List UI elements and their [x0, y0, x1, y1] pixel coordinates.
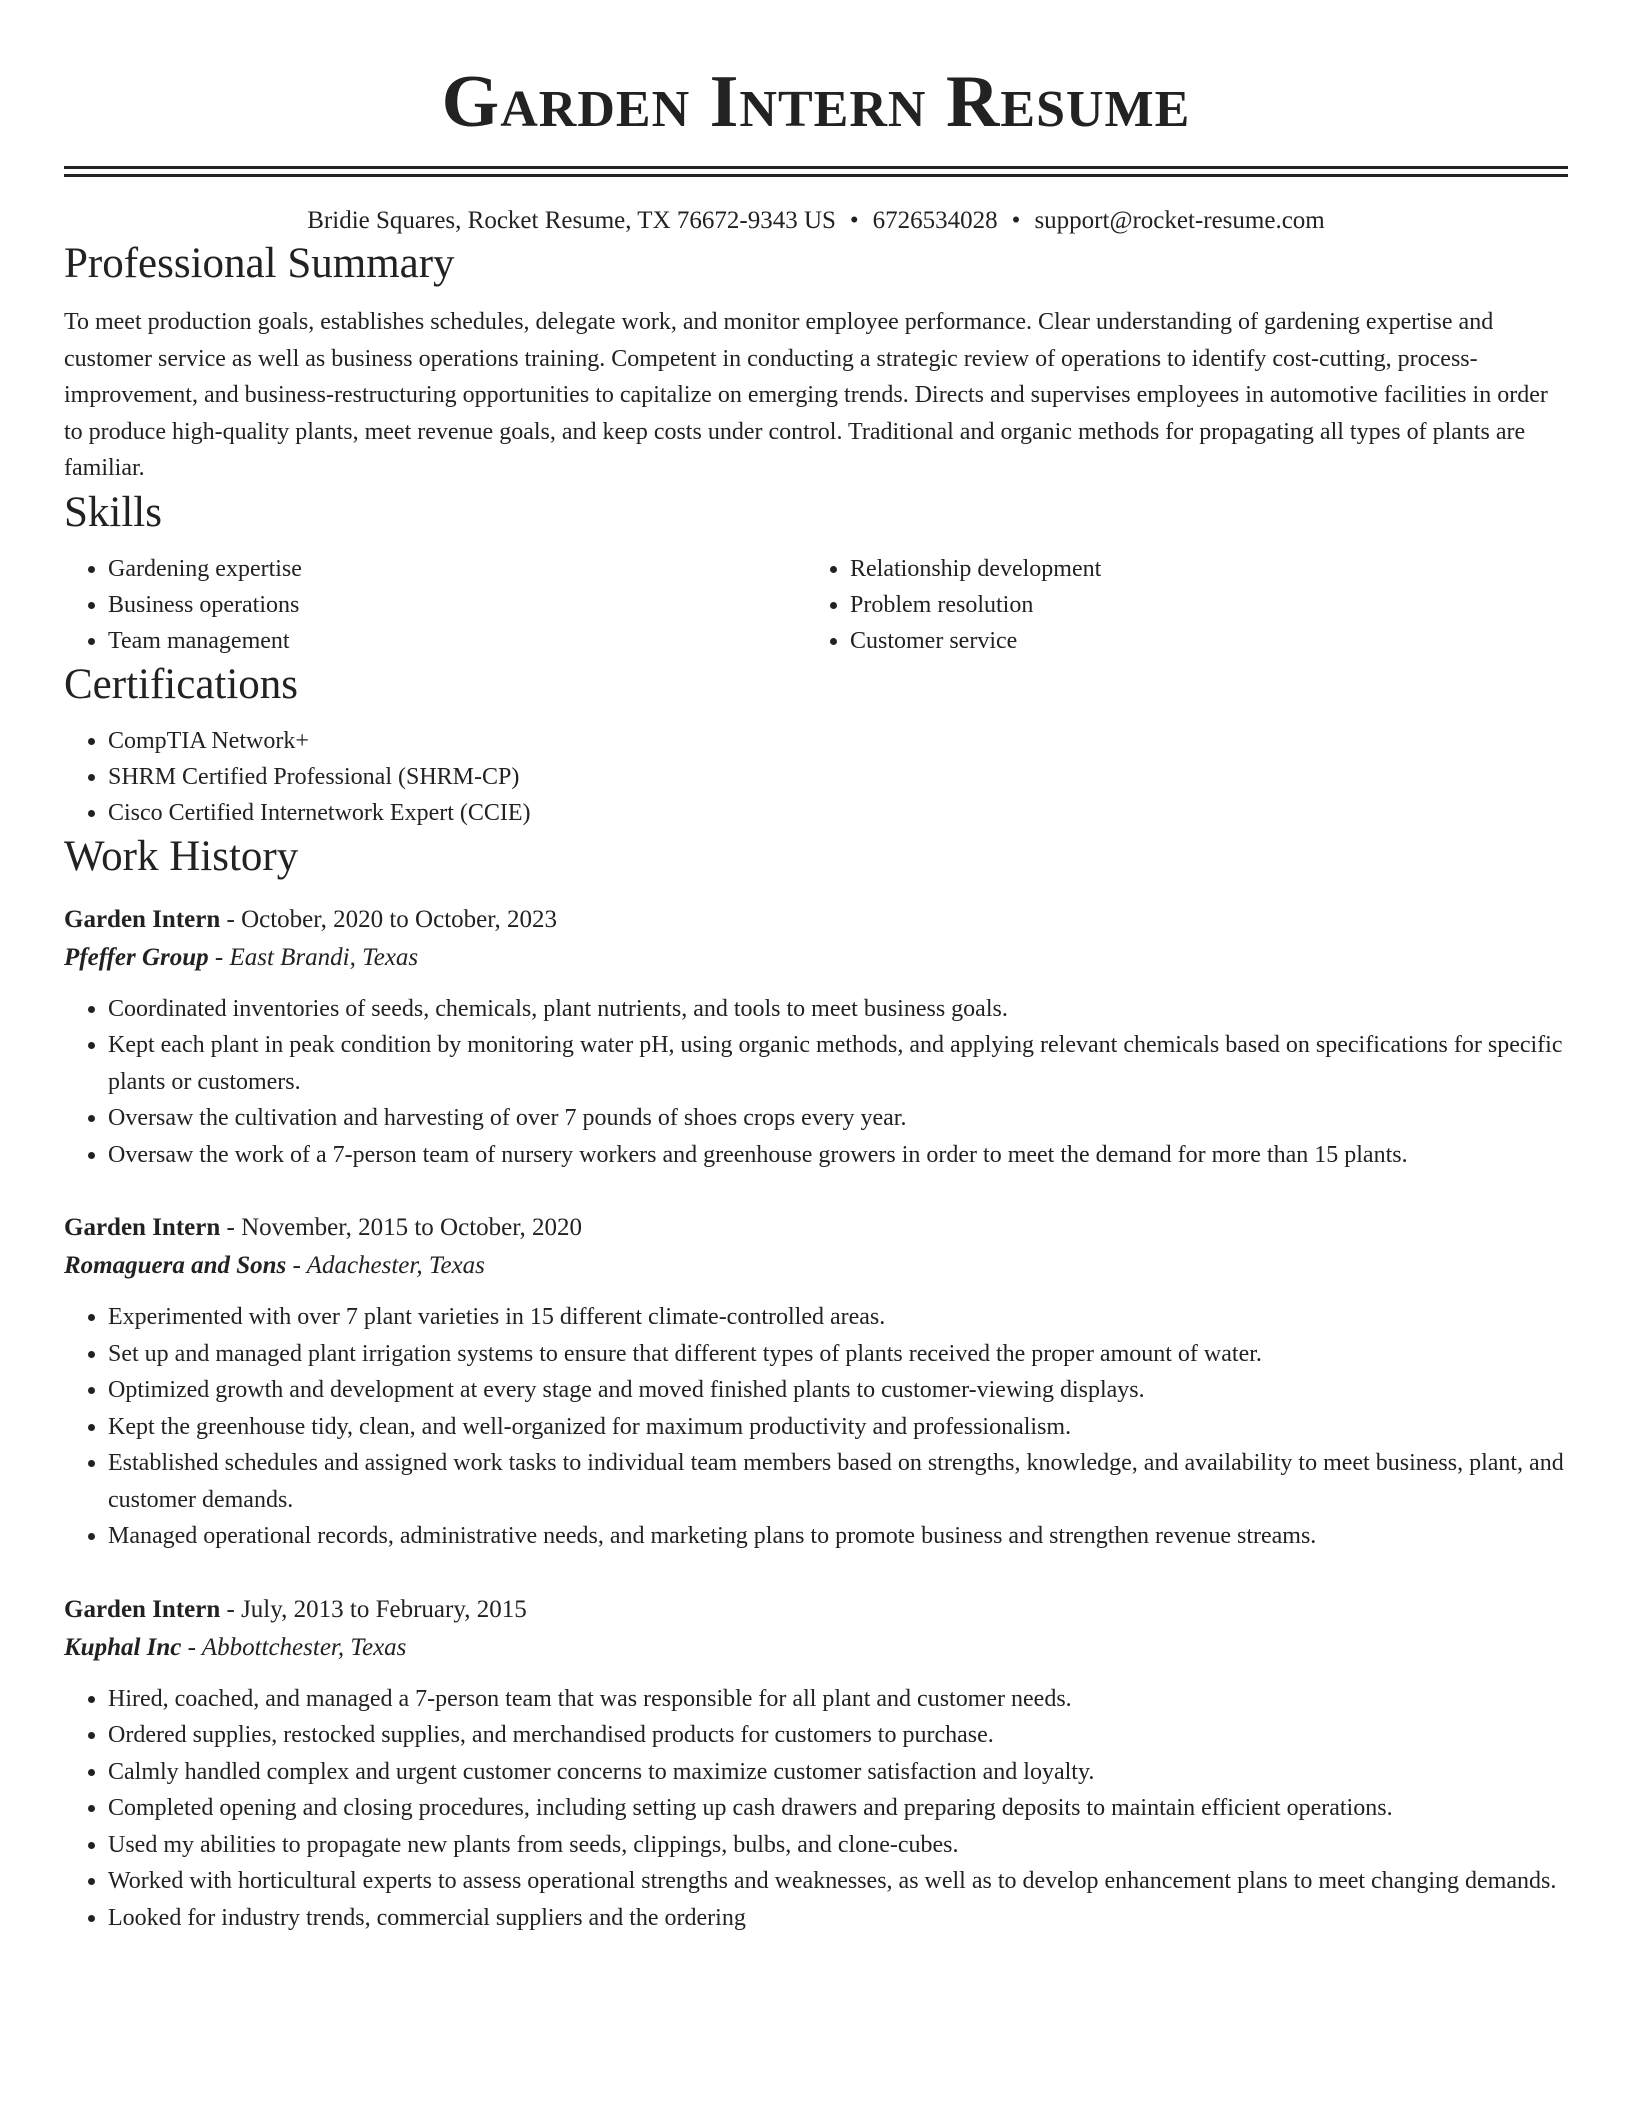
job-company-line	[64, 1247, 1568, 1285]
job-duty: • Worked with horticultural experts to assess operational strengths and weaknesses, as well as to develop enhancement plans to meet changing demands.	[108, 1863, 1568, 1900]
job-duties-list	[64, 991, 1568, 1174]
job-entry	[64, 1591, 1568, 1937]
job-duty: • Experimented with over 7 plant varieties in 15 different climate-controlled areas.	[108, 1299, 1568, 1336]
contact-separator: •	[849, 207, 859, 234]
job-duty: • Used my abilities to propagate new plants from seeds, clippings, bulbs, and clone-cubes.	[108, 1827, 1568, 1864]
job-duties-list	[64, 1681, 1568, 1937]
skills-heading: Skills	[64, 488, 162, 536]
job-company: Kuphal Inc	[64, 1633, 182, 1661]
certification-item: • SHRM Certified Professional (SHRM-CP)	[108, 759, 1568, 795]
job-dates: - October, 2020 to October, 2023	[220, 905, 558, 933]
certification-item: • Cisco Certified Internetwork Expert (CCIE)	[108, 795, 1568, 831]
skill-item: • Gardening expertise	[108, 551, 806, 587]
job-duty: • Optimized growth and development at every stage and moved finished plants to customer-viewing displays.	[108, 1372, 1568, 1409]
job-company: Romaguera and Sons	[64, 1252, 287, 1279]
job-duty: • Kept the greenhouse tidy, clean, and well-organized for maximum productivity and professionalism.	[108, 1409, 1568, 1446]
skill-item: • Customer service	[850, 623, 1548, 659]
job-title: Garden Intern	[64, 905, 221, 933]
job-title-line	[64, 1591, 1568, 1629]
contact-phone: 6726534028	[872, 207, 998, 234]
job-location: - East Brandi, Texas	[208, 943, 419, 971]
contact-separator: •	[1011, 207, 1021, 234]
job-duty: • Hired, coached, and managed a 7-person team that was responsible for all plant and customer needs.	[108, 1681, 1568, 1718]
job-duty: • Managed operational records, administrative needs, and marketing plans to promote business and strengthen revenue streams.	[108, 1518, 1568, 1555]
job-duty: • Established schedules and assigned work tasks to individual team members based on strengths, knowledge, and availability to meet business, plant, and customer demands.	[108, 1445, 1568, 1518]
job-entry	[64, 901, 1568, 1174]
job-duty: • Oversaw the cultivation and harvesting of over 7 pounds of shoes crops every year.	[108, 1100, 1568, 1137]
job-title-line	[64, 901, 1568, 939]
contact-line	[64, 204, 1568, 238]
job-company-line	[64, 939, 1568, 977]
certifications-list	[64, 723, 1568, 831]
job-company: Pfeffer Group	[64, 943, 209, 971]
job-duty: • Calmly handled complex and urgent customer concerns to maximize customer satisfaction and loyalty.	[108, 1754, 1568, 1791]
skills-column-right	[806, 551, 1548, 659]
skill-item: • Business operations	[108, 587, 806, 623]
certifications-heading: Certifications	[64, 660, 299, 708]
resume-title: Garden Intern Resume	[441, 61, 1191, 143]
job-duty: • Completed opening and closing procedures, including setting up cash drawers and preparing deposits to maintain efficient operations.	[108, 1790, 1568, 1827]
job-duty: • Set up and managed plant irrigation systems to ensure that different types of plants received the proper amount of water.	[108, 1336, 1568, 1373]
job-duty: • Kept each plant in peak condition by monitoring water pH, using organic methods, and applying relevant chemicals based on specifications for specific plants or customers.	[108, 1027, 1568, 1100]
job-location: - Abbottchester, Texas	[181, 1633, 407, 1661]
contact-email: support@rocket-resume.com	[1034, 207, 1325, 234]
job-title: Garden Intern	[64, 1595, 221, 1623]
certification-item: • CompTIA Network+	[108, 723, 1568, 759]
skill-item: • Problem resolution	[850, 587, 1548, 623]
title-divider	[64, 166, 1568, 177]
job-dates: - July, 2013 to February, 2015	[220, 1595, 527, 1623]
job-duty: • Coordinated inventories of seeds, chemicals, plant nutrients, and tools to meet business goals.	[108, 991, 1568, 1028]
job-duties-list	[64, 1299, 1568, 1555]
job-entry	[64, 1209, 1568, 1555]
contact-address: Bridie Squares, Rocket Resume, TX 76672-9343 US	[307, 207, 836, 234]
work-history-heading: Work History	[64, 832, 299, 880]
job-duty: • Oversaw the work of a 7-person team of nursery workers and greenhouse growers in order to meet the demand for more than 15 plants.	[108, 1137, 1568, 1174]
job-title: Garden Intern	[64, 1214, 221, 1241]
skills-column-left	[64, 551, 806, 659]
skill-item: • Relationship development	[850, 551, 1548, 587]
job-company-line	[64, 1629, 1568, 1667]
summary-text: To meet production goals, establishes schedules, delegate work, and monitor employee performance. Clear understanding of gardening expertise and customer service as well as business operations training. Competent in conducting a strategic review of operations to identify cost-cutting, process-improvement, and business-restructuring opportunities to capitalize on emerging trends. Directs and supervises employees in automotive facilities in order to produce high-quality plants, meet revenue goals, and keep costs under control. Traditional and organic methods for propagating all types of plants are familiar.	[64, 309, 1548, 481]
skills-list	[64, 551, 1568, 659]
job-duty: • Looked for industry trends, commercial suppliers and the ordering	[108, 1900, 1568, 1937]
job-duty: • Ordered supplies, restocked supplies, and merchandised products for customers to purchase.	[108, 1717, 1568, 1754]
job-location: - Adachester, Texas	[286, 1252, 485, 1279]
job-dates: - November, 2015 to October, 2020	[220, 1214, 583, 1241]
job-title-line	[64, 1209, 1568, 1247]
skill-item: • Team management	[108, 623, 806, 659]
summary-heading: Professional Summary	[64, 240, 455, 287]
